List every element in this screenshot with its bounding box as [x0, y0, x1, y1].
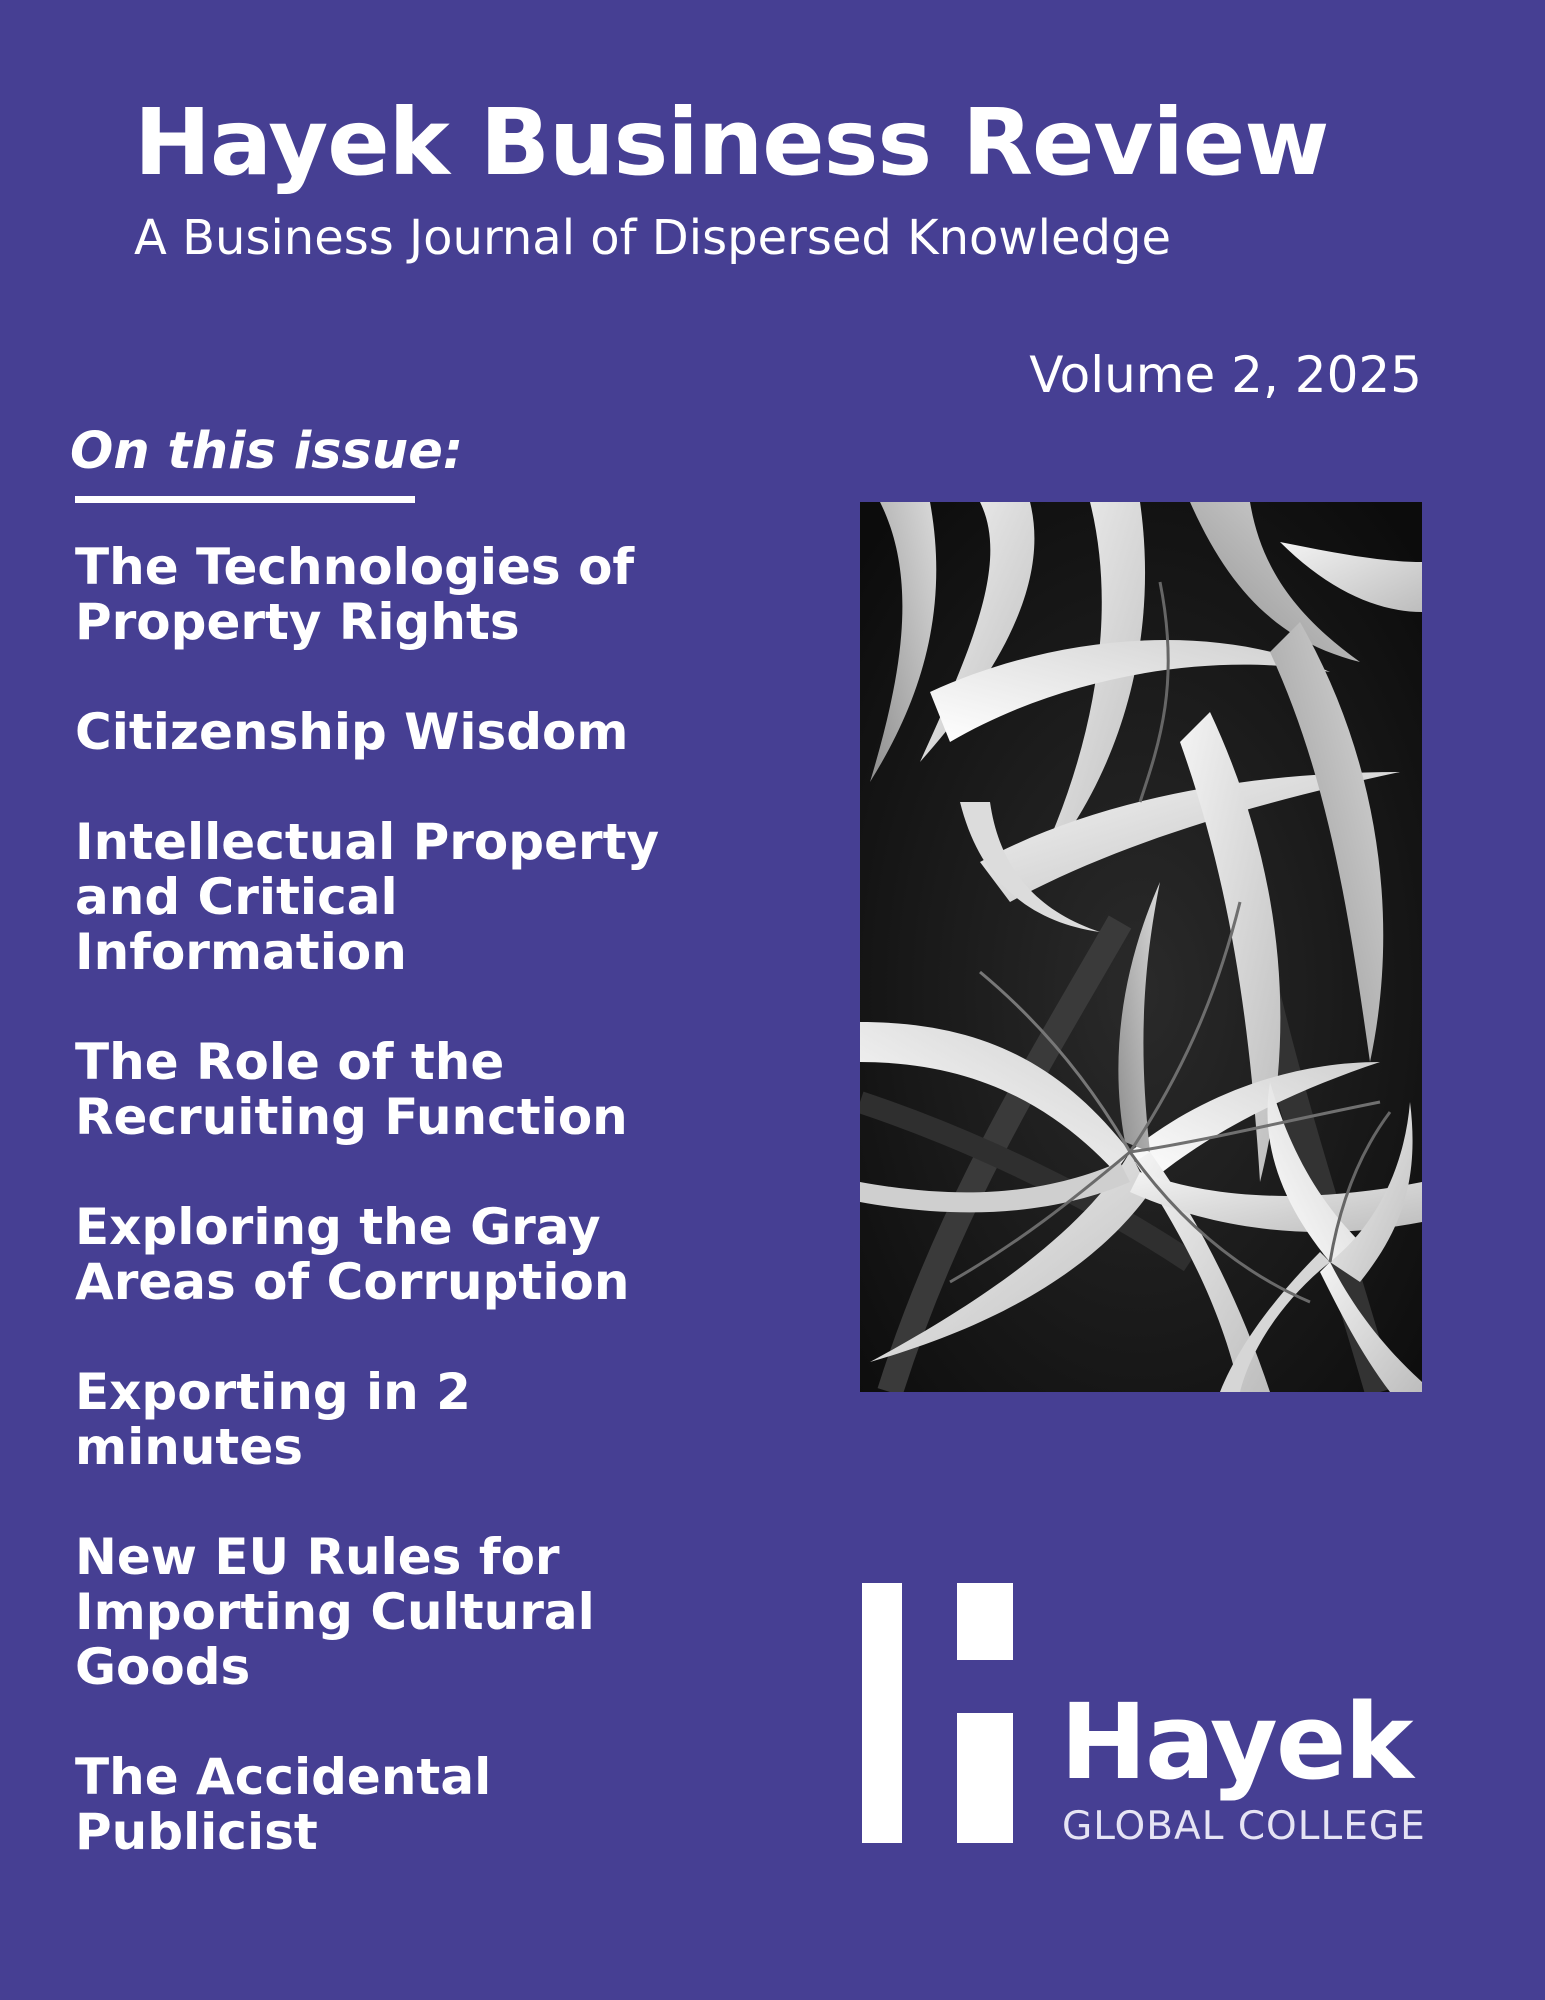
logo-wordmark: Hayek: [1060, 1681, 1412, 1803]
volume-label: Volume 2, 2025: [1029, 346, 1422, 404]
article-title: The Technologies of Property Rights: [75, 538, 635, 651]
hayek-global-college-logo: [862, 1583, 1426, 1849]
article-title: Intellectual Property and Critical Information: [75, 813, 660, 981]
journal-subtitle: A Business Journal of Dispersed Knowledge: [134, 210, 1171, 266]
hayek-logo-mark-block-top: [957, 1583, 1013, 1660]
journal-title: Hayek Business Review: [134, 89, 1329, 196]
article-title: New EU Rules for Importing Cultural Goods: [75, 1528, 595, 1696]
article-title: Citizenship Wisdom: [75, 703, 629, 761]
article-title: The Accidental Publicist: [75, 1748, 492, 1861]
issue-heading-underline: [75, 496, 415, 503]
issue-heading: On this issue:: [70, 422, 464, 481]
article-title: The Role of the Recruiting Function: [75, 1033, 628, 1146]
hayek-logo-mark-icon: [862, 1583, 902, 1843]
article-title: Exporting in 2 minutes: [75, 1363, 471, 1476]
cover-photo: [860, 502, 1422, 1392]
spider-lily-photo-icon: [860, 502, 1422, 1392]
hayek-logo-mark-block-bottom: [957, 1713, 1013, 1843]
logo-tagline: GLOBAL COLLEGE: [1062, 1804, 1426, 1849]
article-title: Exploring the Gray Areas of Corruption: [75, 1198, 630, 1311]
article-list: [75, 540, 715, 1915]
